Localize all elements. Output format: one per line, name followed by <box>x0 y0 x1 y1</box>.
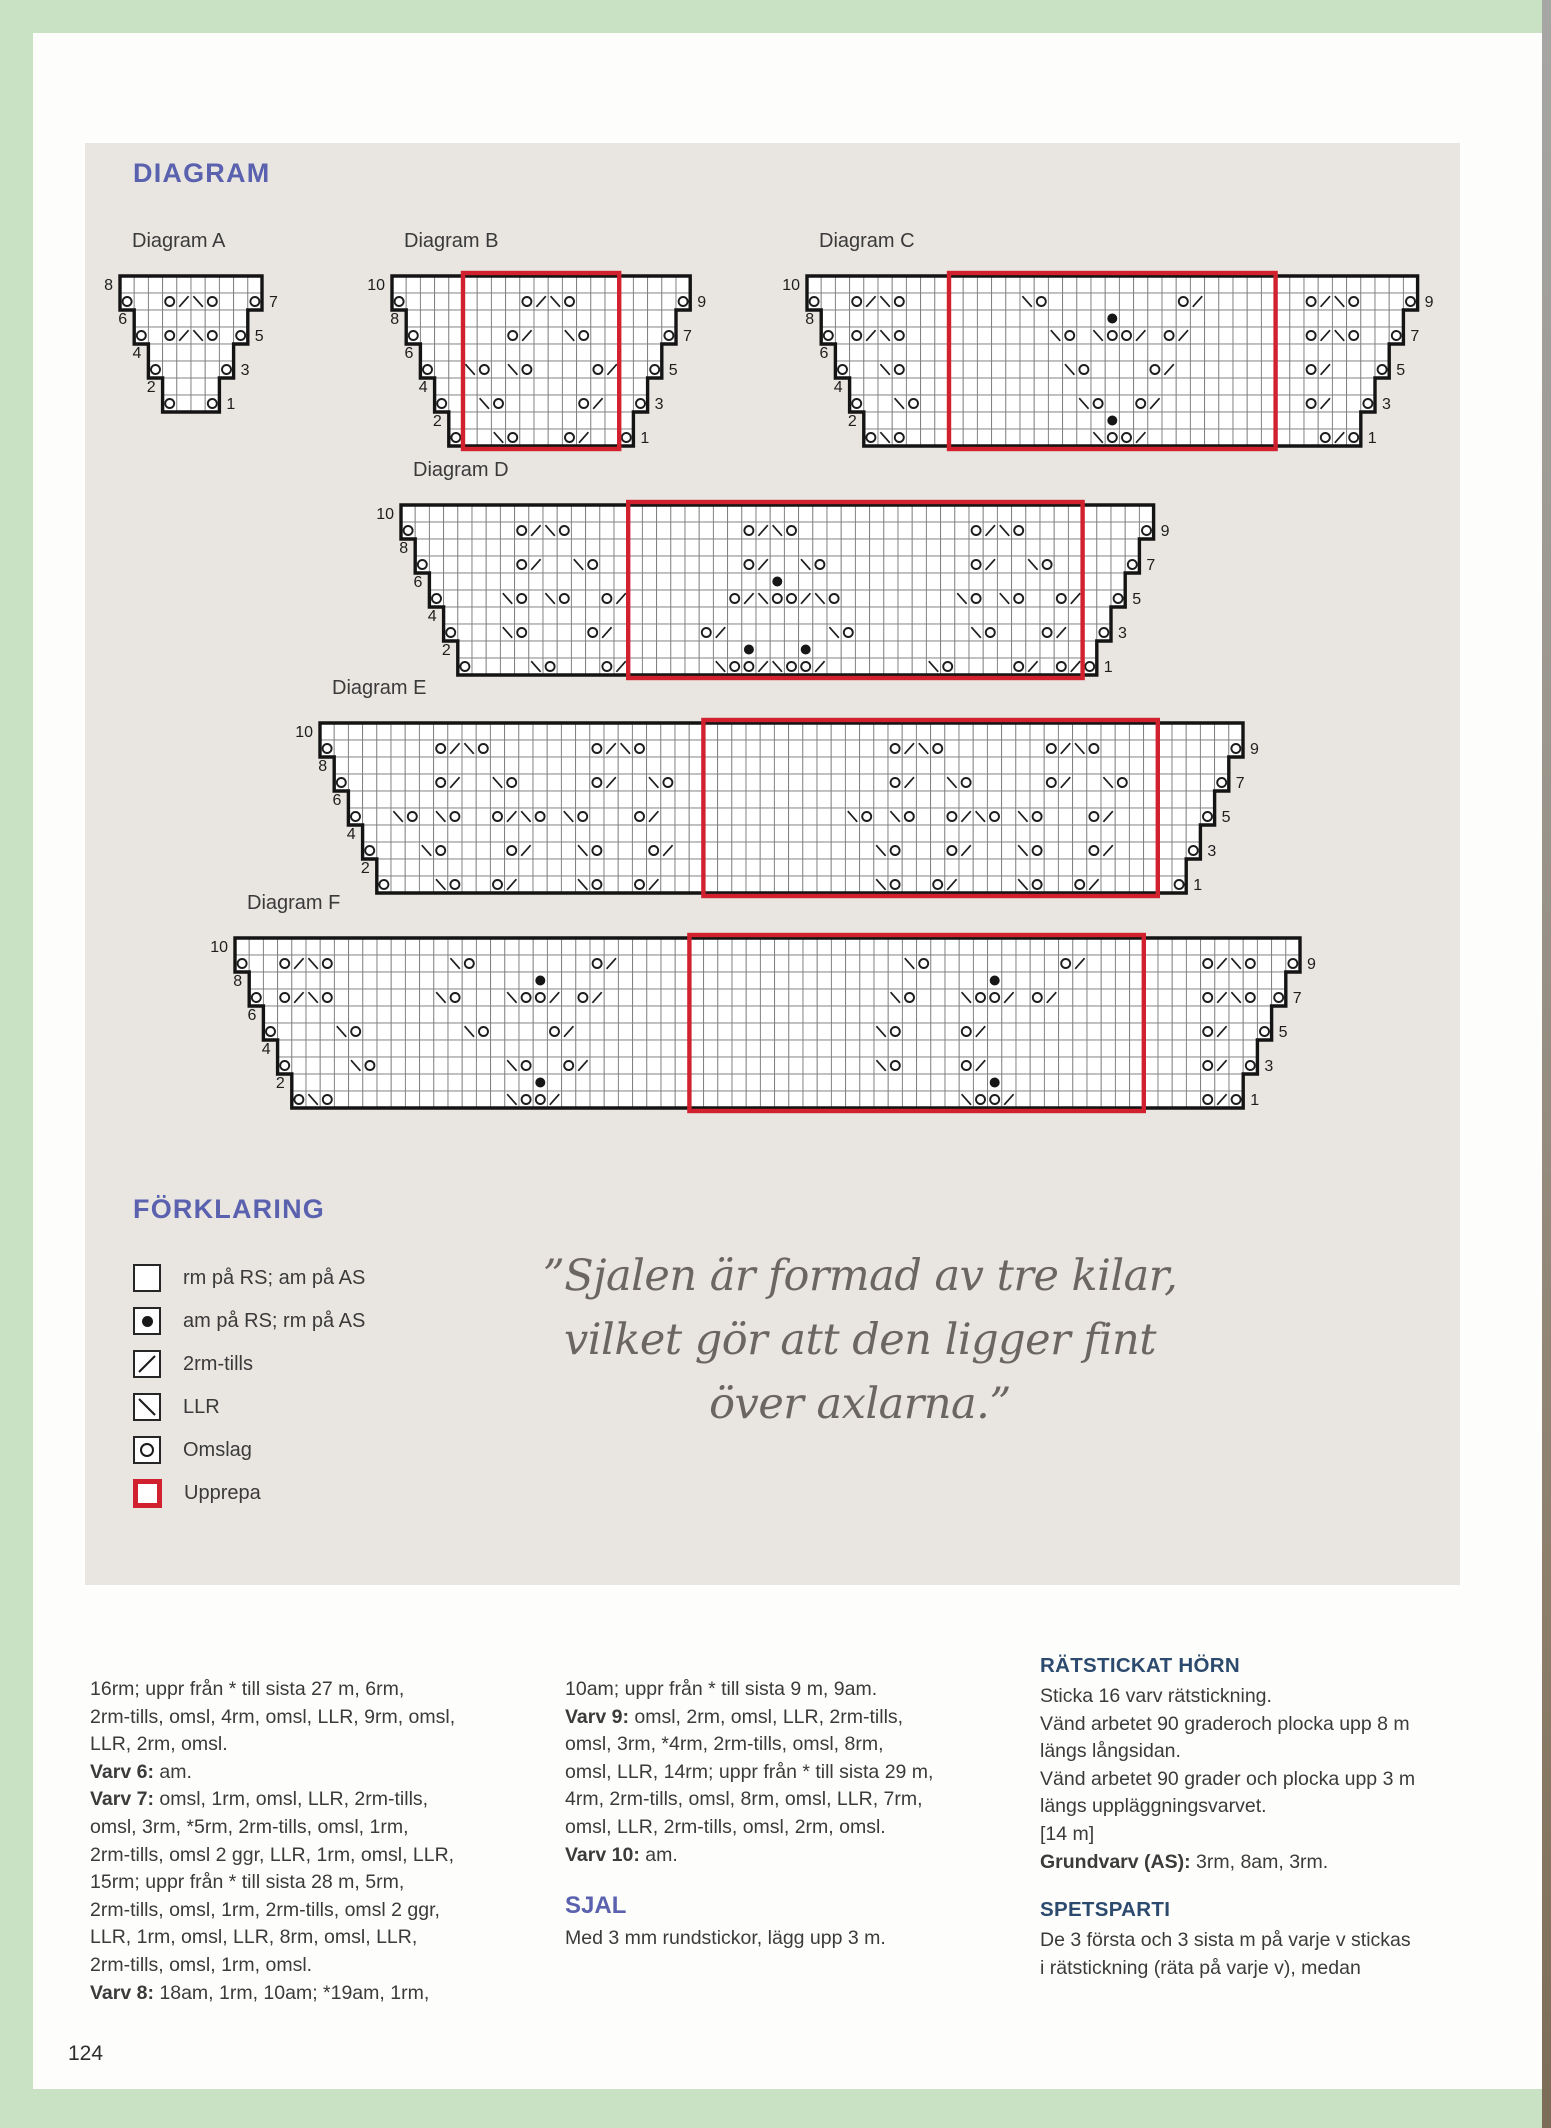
chart-row-number: 8 <box>805 311 815 328</box>
chart-row-number: 3 <box>240 362 250 379</box>
chart-row-number: 9 <box>1307 956 1316 973</box>
chart-row-number: 7 <box>1146 557 1156 574</box>
llr-backslash-square-icon <box>133 1393 161 1421</box>
legend-item-omslag <box>133 1436 252 1464</box>
chart-row-number: 7 <box>1292 990 1302 1007</box>
legend-item-label: am på RS; rm på AS <box>183 1309 366 1332</box>
chart-row-number: 1 <box>1250 1092 1260 1109</box>
page-border-top <box>0 0 1551 33</box>
chart-row-number: 3 <box>1382 396 1391 413</box>
instruction-line: Varv 6: am. <box>90 1760 192 1783</box>
instruction-line: Varv 7: omsl, 1rm, omsl, LLR, 2rm-tills, <box>90 1788 429 1811</box>
instruction-line: LLR, 2rm, omsl. <box>90 1733 228 1756</box>
chart-row-number: 4 <box>261 1041 271 1058</box>
instruction-line: Sticka 16 varv rätstickning. <box>1040 1685 1272 1707</box>
page-number: 124 <box>68 2042 104 2065</box>
column-heading: SPETSPARTI <box>1040 1898 1171 1922</box>
repeat-red-square-icon <box>133 1479 162 1508</box>
instruction-line: [14 m] <box>1040 1822 1095 1845</box>
instruction-line: omsl, LLR, 14rm; uppr från * till sista 29 m, <box>565 1760 934 1783</box>
purl-dot-square-icon <box>133 1307 161 1335</box>
instruction-line: längs uppläggningsvarvet. <box>1040 1795 1267 1818</box>
instruction-line: 15rm; uppr från * till sista 28 m, 5rm, <box>90 1871 405 1894</box>
legend-item-upprepa <box>133 1479 261 1507</box>
instruction-line: 2rm-tills, omsl, 1rm, 2rm-tills, omsl 2 ggr, <box>90 1898 440 1921</box>
chart-row-number: 4 <box>346 826 356 843</box>
chart-row-number: 1 <box>226 396 236 413</box>
instruction-line: 16rm; uppr från * till sista 27 m, 6rm, <box>90 1678 405 1700</box>
column-heading: SJAL <box>565 1892 627 1920</box>
instruction-line: längs långsidan. <box>1040 1740 1181 1763</box>
quote-line: vilket gör att den ligger fint <box>564 1315 1156 1365</box>
instruction-line: Vänd arbetet 90 graderoch plocka upp 8 m <box>1040 1712 1410 1735</box>
chart-b <box>344 260 738 462</box>
chart-row-number: 2 <box>275 1075 285 1092</box>
chart-row-number: 10 <box>367 277 385 294</box>
chart-row-number: 8 <box>390 311 400 328</box>
chart-row-number: 3 <box>654 396 664 413</box>
knit-empty-square-icon <box>133 1264 161 1292</box>
instruction-line: Varv 8: 18am, 1rm, 10am; *19am, 1rm, <box>90 1981 430 2004</box>
chart-row-number: 1 <box>640 430 650 447</box>
chart-row-number: 10 <box>782 277 800 294</box>
chart-row-number: 7 <box>1410 328 1420 345</box>
chart-row-number: 5 <box>1278 1024 1288 1041</box>
instruction-line: Vänd arbetet 90 grader och plocka upp 3 m <box>1040 1767 1416 1790</box>
chart-row-number: 4 <box>427 608 437 625</box>
chart-row-number: 5 <box>254 328 264 345</box>
chart-row-number: 9 <box>1160 523 1170 540</box>
legend-item-label: Omslag <box>183 1438 252 1461</box>
k2tog-slash-square-icon <box>133 1350 161 1378</box>
diagram-label-c: Diagram C <box>819 230 915 252</box>
instruction-line: 2rm-tills, omsl, 1rm, omsl. <box>90 1953 313 1976</box>
legend-item-label: rm på RS; am på AS <box>183 1266 366 1289</box>
chart-row-number: 1 <box>1193 877 1203 894</box>
page-border-bottom <box>0 2089 1551 2128</box>
diagram-label-f: Diagram F <box>247 892 341 914</box>
text-column-2 <box>565 1676 1025 1953</box>
instruction-line: Varv 9: omsl, 2rm, omsl, LLR, 2rm-tills, <box>565 1705 904 1728</box>
chart-row-number: 2 <box>146 379 156 396</box>
chart-row-number: 6 <box>247 1007 257 1024</box>
chart-row-number: 7 <box>683 328 692 345</box>
chart-row-number: 8 <box>104 277 113 294</box>
legend-item-k2tog <box>133 1350 253 1378</box>
instruction-line: De 3 första och 3 sista m på varje v stickas <box>1040 1929 1411 1952</box>
chart-row-number: 3 <box>1118 625 1127 642</box>
column-heading: RÄTSTICKAT HÖRN <box>1040 1654 1240 1677</box>
instruction-line: Med 3 mm rundstickor, lägg upp 3 m. <box>565 1927 886 1950</box>
instruction-line: 2rm-tills, omsl, 4rm, omsl, LLR, 9rm, omsl, <box>90 1705 456 1728</box>
chart-row-number: 4 <box>833 379 843 396</box>
chart-f <box>187 922 1348 1124</box>
chart-row-number: 10 <box>376 506 394 523</box>
chart-row-number: 3 <box>1264 1058 1274 1075</box>
legend-item-llr <box>133 1393 220 1421</box>
chart-row-number: 5 <box>1396 362 1406 379</box>
text-column-3 <box>1040 1652 1495 1982</box>
chart-e <box>272 707 1291 909</box>
chart-row-number: 6 <box>404 345 414 362</box>
chart-row-number: 8 <box>399 540 409 557</box>
instruction-line: i rätstickning (räta på varje v), medan <box>1040 1956 1361 1979</box>
chart-row-number: 5 <box>1221 809 1231 826</box>
legend-item-label: LLR <box>183 1395 220 1418</box>
chart-row-number: 5 <box>668 362 678 379</box>
chart-row-number: 10 <box>295 724 313 741</box>
chart-row-number: 9 <box>1424 294 1434 311</box>
yarnover-circle-square-icon <box>133 1436 161 1464</box>
legend-item-purl <box>133 1307 365 1335</box>
chart-row-number: 2 <box>847 413 857 430</box>
instruction-line: 10am; uppr från * till sista 9 m, 9am. <box>565 1678 878 1700</box>
text-column-1 <box>90 1676 545 2007</box>
instruction-line: 2rm-tills, omsl 2 ggr, LLR, 1rm, omsl, LLR, <box>90 1843 455 1866</box>
chart-row-number: 5 <box>1132 591 1142 608</box>
legend-title: FÖRKLARING <box>133 1194 325 1224</box>
instruction-line: 4rm, 2rm-tills, omsl, 8rm, omsl, LLR, 7rm, <box>565 1788 923 1811</box>
page-edge-shadow <box>1542 0 1551 2128</box>
diagram-label-b: Diagram B <box>404 230 499 252</box>
legend-item-knit <box>133 1264 365 1292</box>
legend-item-label: Upprepa <box>184 1481 261 1504</box>
instruction-line: Varv 10: am. <box>565 1843 678 1866</box>
chart-row-number: 6 <box>118 311 128 328</box>
chart-row-number: 10 <box>210 939 228 956</box>
chart-row-number: 6 <box>332 792 342 809</box>
chart-d <box>353 489 1202 691</box>
chart-row-number: 2 <box>432 413 442 430</box>
chart-row-number: 7 <box>1235 775 1245 792</box>
chart-row-number: 3 <box>1207 843 1217 860</box>
diagram-label-e: Diagram E <box>332 677 427 699</box>
chart-row-number: 1 <box>1103 659 1113 676</box>
diagram-label-a: Diagram A <box>132 230 226 252</box>
chart-row-number: 4 <box>132 345 142 362</box>
chart-row-number: 9 <box>1250 741 1259 758</box>
chart-row-number: 6 <box>413 574 423 591</box>
pull-quote <box>530 1244 1190 1436</box>
chart-row-number: 2 <box>360 860 370 877</box>
column-spacer <box>565 1869 1025 1889</box>
chart-row-number: 4 <box>418 379 428 396</box>
instruction-line: omsl, 3rm, *4rm, 2rm-tills, omsl, 8rm, <box>565 1733 884 1756</box>
instruction-line: omsl, LLR, 2rm-tills, omsl, 2rm, omsl. <box>565 1815 886 1838</box>
page-border-left <box>0 0 33 2128</box>
diagram-label-d: Diagram D <box>413 459 509 481</box>
chart-c <box>759 260 1466 462</box>
legend-item-label: 2rm-tills <box>183 1352 253 1375</box>
chart-a <box>72 260 310 428</box>
chart-row-number: 7 <box>269 294 278 311</box>
quote-line: över axlarna.” <box>709 1379 1011 1429</box>
chart-row-number: 9 <box>697 294 707 311</box>
instruction-line: omsl, 3rm, *5rm, 2rm-tills, omsl, 1rm, <box>90 1815 409 1838</box>
chart-row-number: 8 <box>318 758 328 775</box>
chart-row-number: 6 <box>819 345 829 362</box>
column-spacer <box>1040 1876 1495 1896</box>
chart-row-number: 8 <box>233 973 243 990</box>
instruction-line: LLR, 1rm, omsl, LLR, 8rm, omsl, LLR, <box>90 1926 418 1949</box>
instruction-line: Grundvarv (AS): 3rm, 8am, 3rm. <box>1040 1850 1329 1873</box>
chart-row-number: 1 <box>1367 430 1377 447</box>
quote-line: ”Sjalen är formad av tre kilar, <box>542 1251 1178 1301</box>
chart-row-number: 2 <box>441 642 451 659</box>
diagram-section-title: DIAGRAM <box>133 158 271 188</box>
